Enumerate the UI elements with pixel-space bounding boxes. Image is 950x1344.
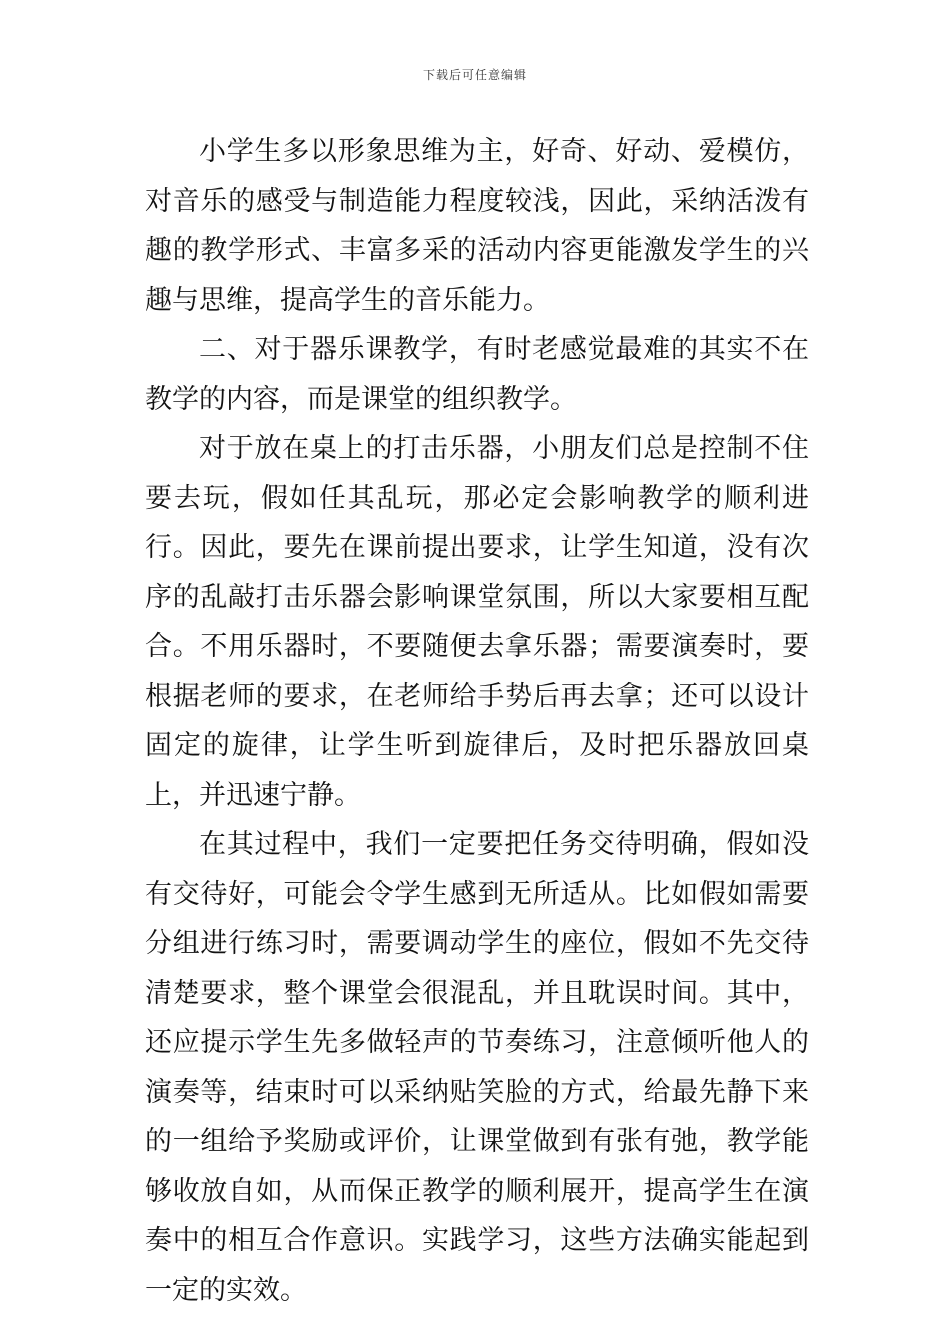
paragraph-4: 在其过程中，我们一定要把任务交待明确，假如没有交待好，可能会令学生感到无所适从。比如假如需要分组进行练习时，需要调动学生的座位，假如不先交待清楚要求，整个课堂会很混乱，并且耽误时间。其中，还应提示学生先多做轻声的节奏练习，注意倾听他人的演奏等，结束时可以采纳贴笑脸的方式，给最先静下来的一组给予奖励或评价，让课堂做到有张有弛，教学能够收放自如，从而保正教学的顺利展开，提高学生在演奏中的相互合作意识。实践学习，这些方法确实能起到一定的实效。 (145, 829, 809, 1306)
page-header: 下载后可任意编辑 (422, 68, 527, 82)
body-text (145, 127, 809, 1315)
paragraph-3: 对于放在桌上的打击乐器，小朋友们总是控制不住要去玩，假如任其乱玩，那必定会影响教学的顺利进行。因此，要先在课前提出要求，让学生知道，没有次序的乱敲打击乐器会影响课堂氛围，所以大家要相互配合。不用乐器时，不要随便去拿乐器；需要演奏时，要根据老师的要求，在老师给手势后再去拿；还可以设计固定的旋律，让学生听到旋律后，及时把乐器放回桌上，并迅速宁静。 (145, 433, 809, 811)
paragraph-1: 小学生多以形象思维为主，好奇、好动、爱模仿，对音乐的感受与制造能力程度较浅，因此，采纳活泼有趣的教学形式、丰富多采的活动内容更能激发学生的兴趣与思维，提高学生的音乐能力。 (145, 136, 809, 316)
paragraph-2: 二、对于器乐课教学，有时老感觉最难的其实不在教学的内容，而是课堂的组织教学。 (145, 334, 809, 415)
